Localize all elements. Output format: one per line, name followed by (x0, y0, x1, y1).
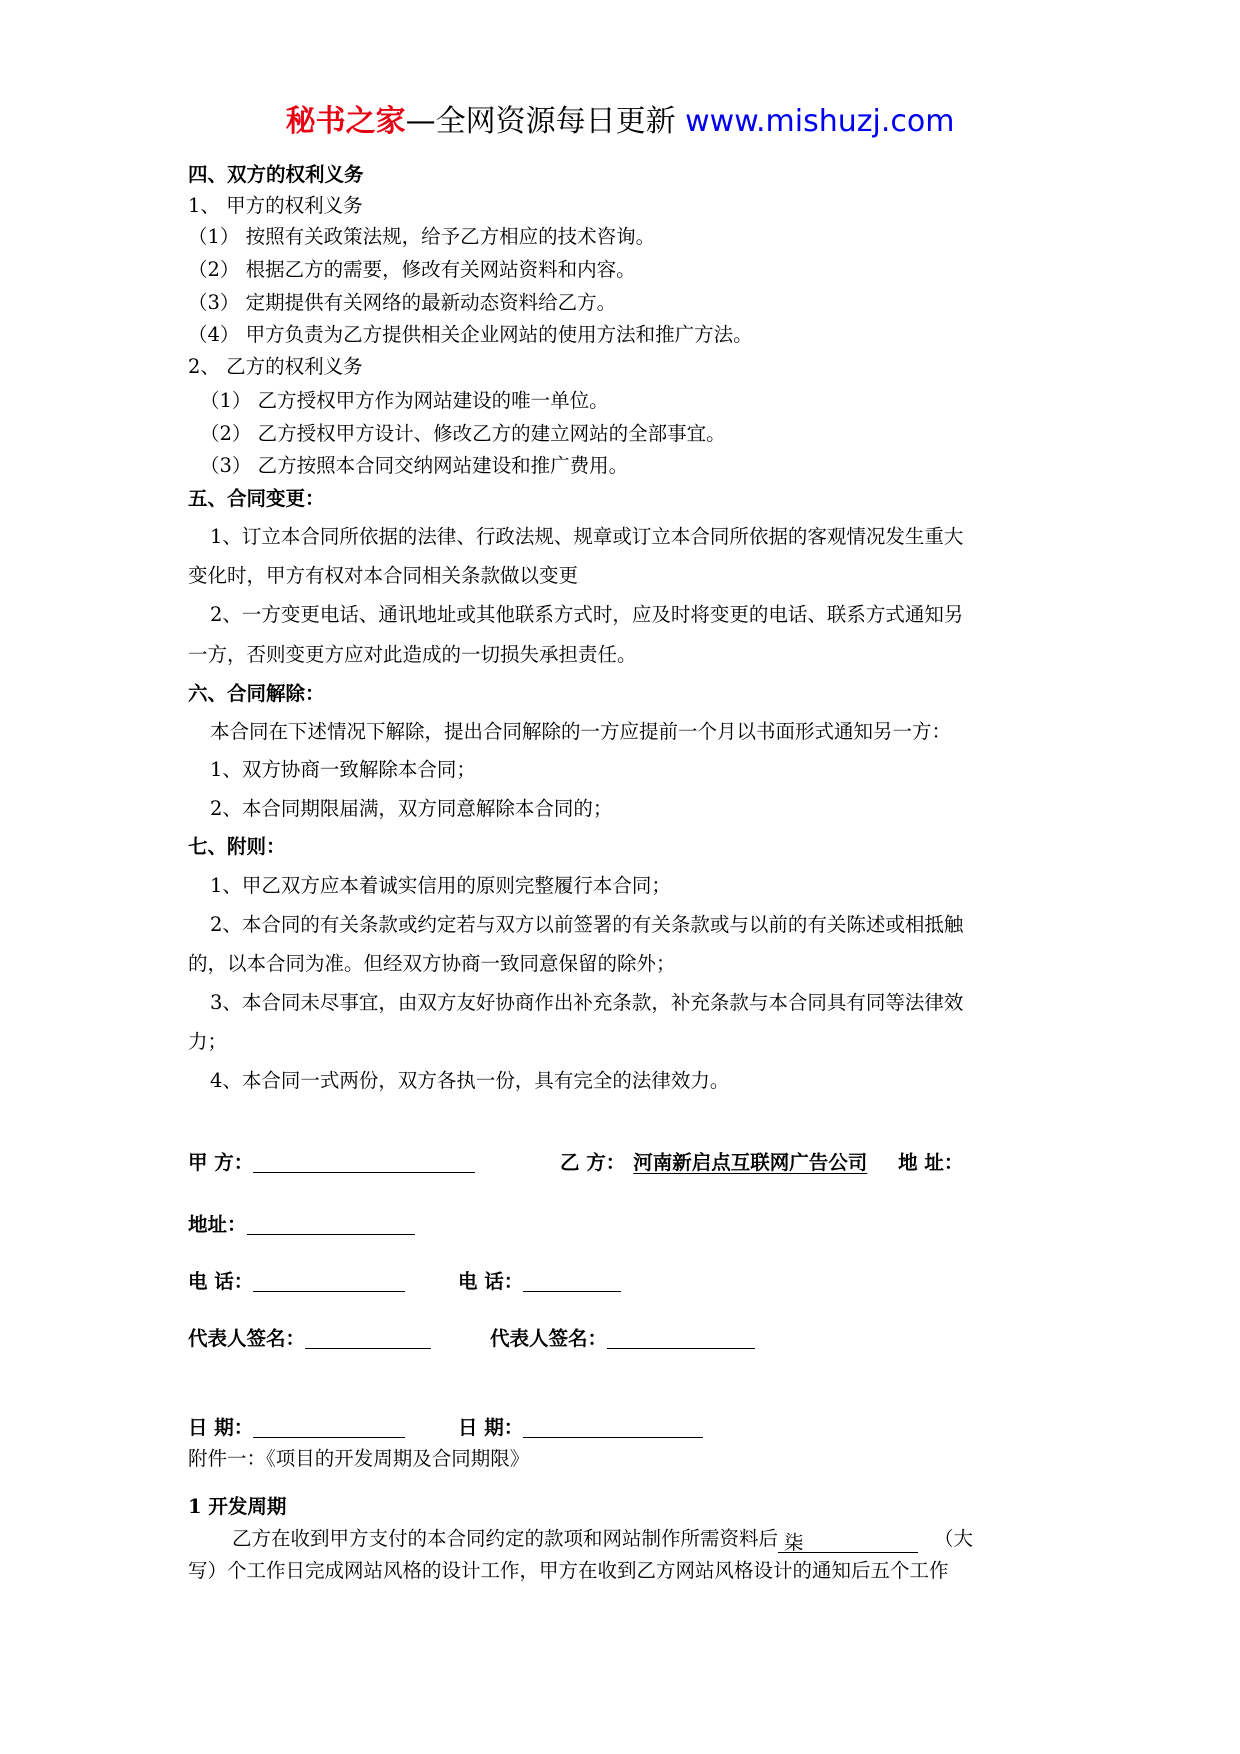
phone-a-blank[interactable] (253, 1269, 405, 1292)
brand-name: 秘书之家 (285, 104, 406, 139)
address-label: 地址： (188, 1213, 247, 1236)
party-a-item-4: （4） 甲方负责为乙方提供相关企业网站的使用方法和推广方法。 (188, 323, 753, 346)
annex-line-1-text: 乙方在收到甲方支付的本合同约定的款项和网站制作所需资料后 (232, 1527, 779, 1550)
section-5-line-3: 2、一方变更电话、通讯地址或其他联系方式时，应及时将变更的电话、联系方式通知另 (210, 603, 964, 626)
date-b-row (458, 1415, 703, 1441)
party-b-item-2: （2） 乙方授权甲方设计、修改乙方的建立网站的全部事宜。 (200, 422, 726, 445)
section-6-line-2: 1、双方协商一致解除本合同； (210, 758, 476, 781)
rep-b-row (490, 1326, 755, 1352)
page-header (0, 102, 1240, 142)
annex-section-1-line-1 (232, 1526, 973, 1553)
annex-section-1-title: 1 开发周期 (188, 1495, 287, 1518)
section-5-title: 五、合同变更： (188, 487, 325, 510)
section-5-line-4: 一方，否则变更方应对此造成的一切损失承担责任。 (188, 643, 637, 666)
section-7-line-5: 力； (188, 1030, 228, 1053)
header-tagline: —全网资源每日更新 (405, 104, 676, 139)
rep-a-row (188, 1326, 431, 1352)
rep-b-label: 代表人签名： (490, 1327, 608, 1350)
phone-b-label: 电 话： (458, 1270, 524, 1293)
date-a-blank[interactable] (253, 1415, 405, 1438)
section-7-line-6: 4、本合同一式两份，双方各执一份，具有完全的法律效力。 (210, 1069, 730, 1092)
party-b-row (560, 1150, 963, 1176)
party-a-row (188, 1150, 475, 1176)
party-a-blank[interactable] (253, 1150, 475, 1173)
party-a-item-1: （1） 按照有关政策法规，给予乙方相应的技术咨询。 (188, 225, 656, 248)
date-a-label: 日 期： (188, 1416, 254, 1439)
party-a-heading: 1、 甲方的权利义务 (188, 194, 363, 217)
section-7-line-2: 2、本合同的有关条款或约定若与双方以前签署的有关条款或与以前的有关陈述或相抵触 (210, 913, 964, 936)
section-6-line-3: 2、本合同期限届满，双方同意解除本合同的； (210, 797, 613, 820)
annex-workdays-value: 柒 (778, 1530, 918, 1553)
section-7-line-3: 的，以本合同为准。但经双方协商一致同意保留的除外； (188, 952, 676, 975)
annex-line-1-suffix: （大 (934, 1527, 974, 1550)
annex-section-1-line-2: 写）个工作日完成网站风格的设计工作，甲方在收到乙方网站风格设计的通知后五个工作 (188, 1559, 949, 1582)
party-a-label: 甲 方： (188, 1151, 254, 1174)
date-b-label: 日 期： (458, 1416, 524, 1439)
phone-a-row (188, 1269, 405, 1295)
rep-a-label: 代表人签名： (188, 1327, 306, 1350)
section-7-line-4: 3、本合同未尽事宜，由双方友好协商作出补充条款，补充条款与本合同具有同等法律效 (210, 991, 964, 1014)
phone-a-label: 电 话： (188, 1270, 254, 1293)
party-a-item-2: （2） 根据乙方的需要，修改有关网站资料和内容。 (188, 258, 636, 281)
date-a-row (188, 1415, 405, 1441)
section-7-title: 七、附则： (188, 835, 286, 858)
party-b-name: 河南新启点互联网广告公司 (633, 1151, 868, 1174)
phone-b-blank[interactable] (523, 1269, 621, 1292)
header-url-link[interactable]: www.mishuzj.com (685, 104, 955, 139)
party-b-label: 乙 方： (560, 1151, 626, 1174)
party-b-heading: 2、 乙方的权利义务 (188, 355, 363, 378)
section-5-line-1: 1、订立本合同所依据的法律、行政法规、规章或订立本合同所依据的客观情况发生重大 (210, 525, 964, 548)
phone-b-row (458, 1269, 621, 1295)
section-6-line-1: 本合同在下述情况下解除，提出合同解除的一方应提前一个月以书面形式通知另一方： (210, 720, 952, 743)
party-b-address-label: 地 址： (898, 1151, 964, 1174)
annex-title: 附件一：《项目的开发周期及合同期限》 (188, 1447, 530, 1470)
party-b-item-1: （1） 乙方授权甲方作为网站建设的唯一单位。 (200, 389, 609, 412)
party-a-item-3: （3） 定期提供有关网络的最新动态资料给乙方。 (188, 291, 617, 314)
section-5-line-2: 变化时，甲方有权对本合同相关条款做以变更 (188, 564, 579, 587)
section-4-title: 四、双方的权利义务 (188, 163, 364, 186)
date-b-blank[interactable] (523, 1415, 703, 1438)
address-blank[interactable] (247, 1212, 415, 1235)
party-b-item-3: （3） 乙方按照本合同交纳网站建设和推广费用。 (200, 454, 629, 477)
section-7-line-1: 1、甲乙双方应本着诚实信用的原则完整履行本合同； (210, 874, 671, 897)
address-row (188, 1212, 415, 1238)
section-6-title: 六、合同解除： (188, 682, 325, 705)
rep-a-blank[interactable] (305, 1326, 431, 1349)
rep-b-blank[interactable] (607, 1326, 755, 1349)
